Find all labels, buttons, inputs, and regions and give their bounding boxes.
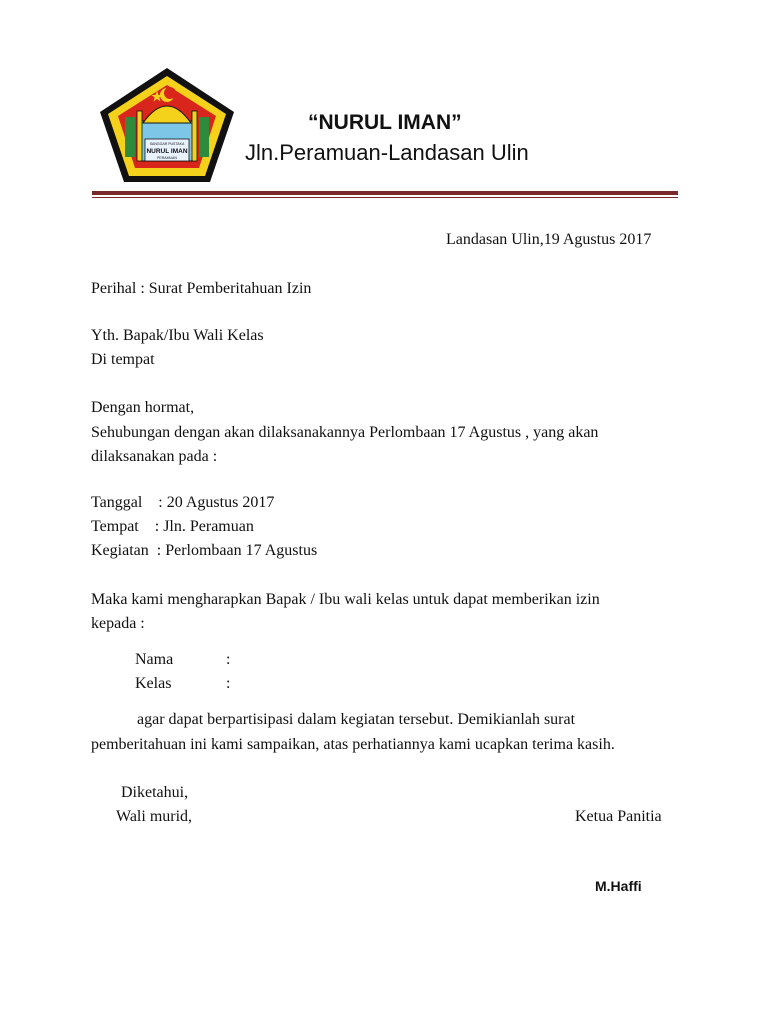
place-and-date: Landasan Ulin,19 Agustus 2017 [446, 231, 652, 248]
request-line-1: Maka kami mengharapkan Bapak / Ibu wali kelas untuk dapat memberikan izin [91, 591, 600, 608]
acknowledged-label: Diketahui, [121, 784, 189, 801]
right-signer-title: Ketua Panitia [575, 808, 662, 825]
intro-line-2: dilaksanakan pada : [91, 448, 218, 465]
field-kelas-colon: : [226, 675, 231, 692]
subject-line: Perihal : Surat Pemberitahuan Izin [91, 280, 312, 297]
svg-text:SANGGAR PUSTAKA: SANGGAR PUSTAKA [149, 142, 185, 146]
nurul-iman-logo [97, 65, 237, 185]
request-line-2: kepada : [91, 615, 145, 632]
header-rule-thick [92, 191, 678, 195]
closing-line-1: agar dapat berpartisipasi dalam kegiatan tersebut. Demikianlah surat [137, 711, 576, 728]
detail-tempat: Tempat : Jln. Peramuan [91, 518, 254, 535]
intro-line-1: Sehubungan dengan akan dilaksanakannya Perlombaan 17 Agustus , yang akan [91, 424, 599, 441]
svg-text:NURUL IMAN: NURUL IMAN [146, 148, 188, 155]
left-signer-title: Wali murid, [116, 808, 193, 825]
detail-kegiatan: Kegiatan : Perlombaan 17 Agustus [91, 542, 318, 559]
recipient-line-1: Yth. Bapak/Ibu Wali Kelas [91, 327, 264, 344]
field-nama-colon: : [226, 651, 231, 668]
svg-text:PERAMUAN: PERAMUAN [157, 156, 177, 160]
field-kelas-label: Kelas [135, 675, 172, 692]
closing-line-2: pemberitahuan ini kami sampaikan, atas perhatiannya kami ucapkan terima kasih. [91, 736, 615, 753]
organization-address: Jln.Peramuan-Landasan Ulin [245, 140, 529, 165]
field-nama-label: Nama [135, 651, 174, 668]
detail-tanggal: Tanggal : 20 Agustus 2017 [91, 494, 275, 511]
header-rule-thin [92, 197, 678, 198]
greeting: Dengan hormat, [91, 399, 195, 416]
right-signer-name: M.Haffi [595, 878, 642, 894]
recipient-line-2: Di tempat [91, 351, 155, 368]
organization-name: “NURUL IMAN” [308, 111, 462, 134]
